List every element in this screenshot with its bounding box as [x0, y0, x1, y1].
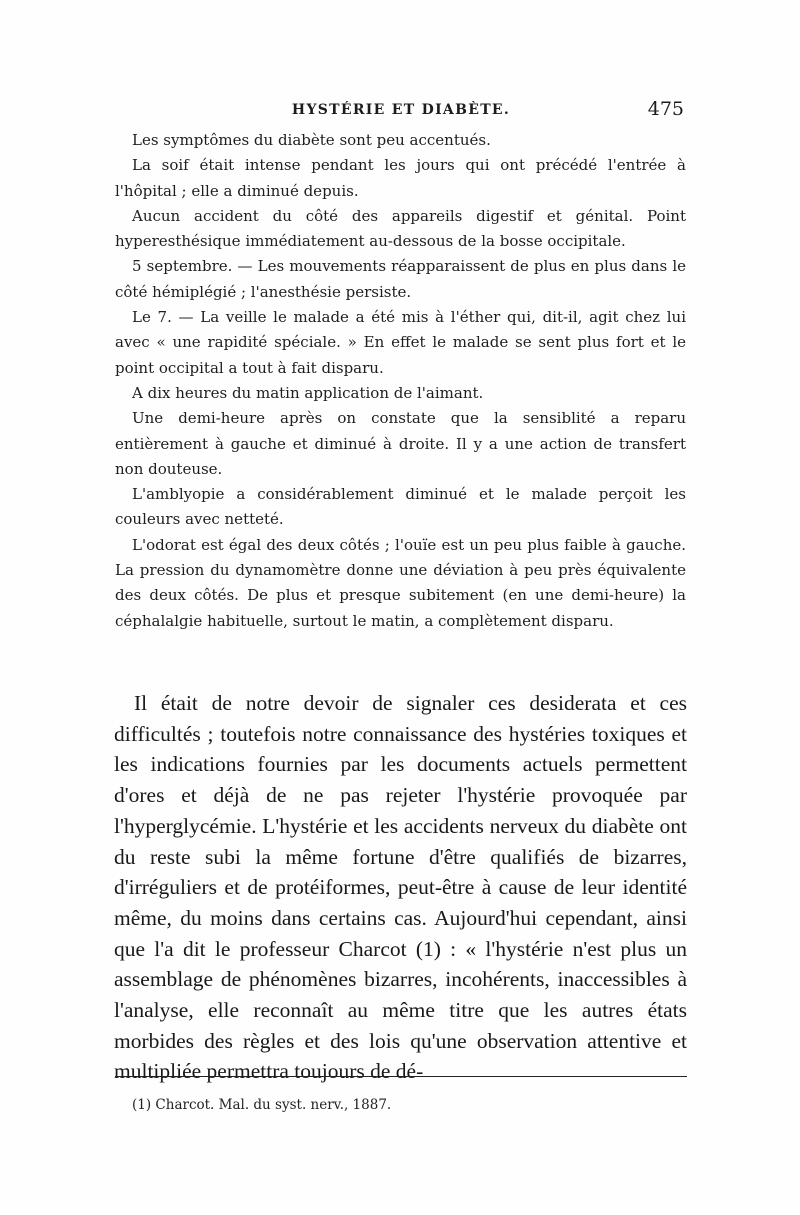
note-paragraph: Les symptômes du diabète sont peu accentués. [132, 131, 491, 149]
running-title: HYSTÉRIE ET DIABÈTE. [291, 102, 511, 118]
note-paragraph: L'amblyopie a considérablement diminué et le malade perçoit les couleurs avec netteté. [115, 485, 686, 529]
note-paragraph: 5 septembre. — Les mouvements réapparaissent de plus en plus dans le côté hémiplégié ; l'anesthésie persiste. [115, 257, 686, 301]
note-paragraph: A dix heures du matin application de l'aimant. [132, 383, 484, 402]
note-paragraph: La soif était intense pendant les jours qui ont précédé l'entrée à l'hôpital ; elle a diminué depuis. [115, 156, 686, 200]
note-paragraph: Aucun accident du côté des appareils digestif et génital. Point hyperesthésique immédiatement au-dessous de la bosse occipitale. [115, 206, 686, 251]
running-head [118, 98, 684, 122]
footnote-rule [115, 1076, 687, 1077]
body-paragraph: Il était de notre devoir de signaler ces desiderata et ces difficultés ; toutefois notre connaissance des hystéries toxiques et les indications fournies par les documents actuels permettent d'ores et déjà de ne pas rejeter l'hystérie provoquée par l'hyperglycémie. L'hystérie et les accidents nerveux du diabète ont du reste subi la même fortune d'être qualifiés de bizarres, d'irréguliers et de protéiformes, peut-être à cause de leur identité même, du moins dans certains cas. Aujourd'hui cependant, ainsi que l'a dit le professeur Charcot (1) : « l'hystérie n'est plus un assemblage de phénomènes bizarres, incohérents, inaccessibles à l'analyse, elle reconnaît au même titre que les autres états morbides des règles et des lois qu'une observation attentive et multipliée permettra toujours de dé- [114, 691, 687, 1084]
main-text [114, 688, 687, 1087]
footnote: (1) Charcot. Mal. du syst. nerv., 1887. [132, 1097, 392, 1113]
note-paragraph: Le 7. — La veille le malade a été mis à l'éther qui, dit-il, agit chez lui avec « une rapidité spéciale. » En effet le malade se sent plus fort et le point occipital a tout à fait disparu. [115, 308, 686, 377]
page-number: 475 [647, 98, 684, 120]
note-paragraph: L'odorat est égal des deux côtés ; l'ouïe est un peu plus faible à gauche. La pression du dynamomètre donne une déviation à peu près équivalente des deux côtés. De plus et presque subitement (en une demi-heure) la céphalalgie habituelle, surtout le matin, a complètement disparu. [115, 535, 686, 630]
clinical-observation [115, 128, 686, 634]
note-paragraph: Une demi-heure après on constate que la sensiblité a reparu entièrement à gauche et diminué à droite. Il y a une action de transfert non douteuse. [115, 409, 686, 478]
